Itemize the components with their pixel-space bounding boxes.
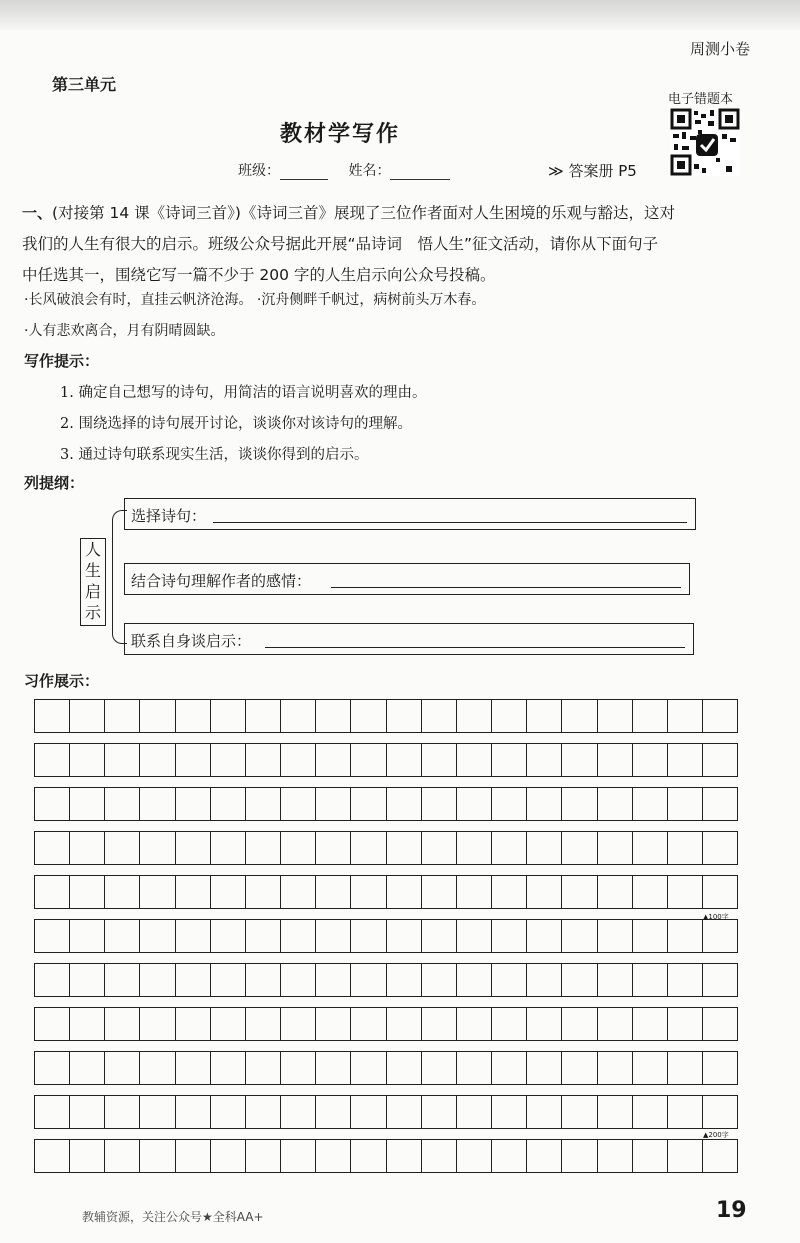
grid-cell[interactable] — [456, 920, 491, 952]
grid-cell[interactable] — [702, 1052, 737, 1084]
grid-cell[interactable] — [702, 700, 737, 732]
grid-cell[interactable] — [597, 1096, 632, 1128]
grid-cell[interactable] — [139, 700, 174, 732]
grid-row — [34, 787, 738, 821]
option-3: ·人有悲欢离合，月有阴晴圆缺。 — [24, 323, 225, 339]
grid-cell[interactable] — [210, 920, 245, 952]
grid-cell[interactable] — [210, 744, 245, 776]
grid-cell[interactable] — [597, 744, 632, 776]
grid-cell[interactable] — [315, 788, 350, 820]
grid-cell[interactable] — [245, 788, 280, 820]
grid-cell[interactable] — [69, 788, 104, 820]
grid-cell[interactable] — [280, 920, 315, 952]
grid-cell[interactable] — [175, 1008, 210, 1040]
grid-cell[interactable] — [104, 744, 139, 776]
grid-cell[interactable] — [632, 876, 667, 908]
grid-cell[interactable] — [210, 1052, 245, 1084]
grid-cell[interactable] — [702, 744, 737, 776]
grid-cell[interactable] — [632, 1140, 667, 1172]
grid-cell[interactable] — [491, 876, 526, 908]
grid-cell[interactable] — [104, 920, 139, 952]
grid-cell[interactable] — [139, 920, 174, 952]
grid-cell[interactable] — [35, 876, 69, 908]
grid-cell[interactable] — [35, 700, 69, 732]
grid-cell[interactable] — [210, 1096, 245, 1128]
grid-cell[interactable] — [526, 964, 561, 996]
grid-cell[interactable] — [667, 920, 702, 952]
grid-cell[interactable] — [491, 832, 526, 864]
grid-cell[interactable] — [245, 1052, 280, 1084]
grid-cell[interactable] — [421, 788, 456, 820]
grid-cell[interactable] — [667, 1008, 702, 1040]
grid-cell[interactable] — [386, 1052, 421, 1084]
grid-cell[interactable] — [702, 876, 737, 908]
grid-cell[interactable] — [597, 1140, 632, 1172]
grid-cell[interactable] — [667, 700, 702, 732]
grid-cell[interactable] — [702, 1096, 737, 1128]
grid-cell[interactable] — [667, 1140, 702, 1172]
grid-cell[interactable] — [491, 964, 526, 996]
grid-cell[interactable] — [421, 832, 456, 864]
grid-cell[interactable] — [350, 700, 385, 732]
grid-cell[interactable] — [315, 876, 350, 908]
grid-cell[interactable] — [597, 920, 632, 952]
grid-cell[interactable] — [104, 832, 139, 864]
page-number: 19 — [716, 1198, 747, 1223]
grid-cell[interactable] — [561, 744, 596, 776]
grid-cell[interactable] — [632, 1052, 667, 1084]
grid-cell[interactable] — [315, 920, 350, 952]
grid-cell[interactable] — [175, 1096, 210, 1128]
grid-cell[interactable] — [491, 920, 526, 952]
grid-cell[interactable] — [139, 744, 174, 776]
grid-cell[interactable] — [386, 1008, 421, 1040]
grid-cell[interactable] — [280, 788, 315, 820]
grid-cell[interactable] — [280, 1140, 315, 1172]
grid-cell[interactable] — [456, 744, 491, 776]
grid-cell[interactable] — [280, 1008, 315, 1040]
grid-cell[interactable] — [350, 964, 385, 996]
grid-cell[interactable] — [280, 876, 315, 908]
grid-cell[interactable] — [632, 920, 667, 952]
grid-cell[interactable] — [139, 832, 174, 864]
name-label: 姓名： — [348, 163, 391, 179]
grid-cell[interactable] — [386, 920, 421, 952]
grid-cell[interactable] — [491, 1140, 526, 1172]
grid-cell[interactable] — [315, 832, 350, 864]
option-1: ·长风破浪会有时，直挂云帆济沧海。 — [24, 292, 253, 308]
grid-cell[interactable] — [175, 920, 210, 952]
grid-cell[interactable] — [139, 788, 174, 820]
grid-cell[interactable] — [35, 788, 69, 820]
unit-label: 第三单元 — [52, 75, 117, 94]
tip-3: 3. 通过诗句联系现实生活，谈谈你得到的启示。 — [60, 447, 369, 463]
grid-cell[interactable] — [561, 1052, 596, 1084]
grid-cell[interactable] — [597, 832, 632, 864]
grid-cell[interactable] — [350, 832, 385, 864]
grid-cell[interactable] — [35, 832, 69, 864]
grid-cell[interactable] — [561, 964, 596, 996]
grid-cell[interactable] — [280, 964, 315, 996]
grid-cell[interactable] — [491, 1096, 526, 1128]
grid-cell[interactable] — [315, 700, 350, 732]
grid-cell[interactable] — [350, 1008, 385, 1040]
grid-cell[interactable] — [245, 1008, 280, 1040]
grid-cell[interactable] — [597, 964, 632, 996]
grid-cell[interactable] — [526, 1096, 561, 1128]
grid-cell[interactable] — [280, 744, 315, 776]
grid-cell[interactable] — [491, 788, 526, 820]
grid-cell[interactable] — [632, 964, 667, 996]
grid-cell[interactable] — [139, 876, 174, 908]
grid-row — [34, 743, 738, 777]
grid-cell[interactable] — [245, 1096, 280, 1128]
grid-cell[interactable] — [702, 920, 737, 952]
grid-cell[interactable] — [69, 1140, 104, 1172]
grid-cell[interactable] — [35, 1140, 69, 1172]
grid-cell[interactable] — [245, 920, 280, 952]
grid-row — [34, 699, 738, 733]
grid-cell[interactable] — [139, 1052, 174, 1084]
grid-cell[interactable] — [561, 832, 596, 864]
grid-cell[interactable] — [315, 964, 350, 996]
grid-cell[interactable] — [210, 964, 245, 996]
grid-cell[interactable] — [702, 788, 737, 820]
tip-2: 2. 围绕选择的诗句展开讨论，谈谈你对该诗句的理解。 — [60, 416, 412, 432]
grid-cell[interactable] — [69, 700, 104, 732]
grid-cell[interactable] — [350, 1052, 385, 1084]
qr-caption: 电子错题本 — [668, 92, 734, 107]
grid-cell[interactable] — [245, 832, 280, 864]
grid-cell[interactable] — [350, 1140, 385, 1172]
grid-cell[interactable] — [421, 700, 456, 732]
grid-cell[interactable] — [667, 788, 702, 820]
outline-label-poem: 选择诗句： — [131, 507, 207, 525]
grid-cell[interactable] — [280, 1096, 315, 1128]
grid-row — [34, 875, 738, 909]
grid-cell[interactable] — [667, 876, 702, 908]
grid-cell[interactable] — [280, 700, 315, 732]
grid-cell[interactable] — [526, 920, 561, 952]
grid-cell[interactable] — [421, 744, 456, 776]
grid-cell[interactable] — [315, 1052, 350, 1084]
grid-cell[interactable] — [421, 964, 456, 996]
outline-box-poem — [124, 498, 696, 530]
grid-cell[interactable] — [315, 744, 350, 776]
question-line-3: 中任选其一，围绕它写一篇不少于 200 字的人生启示向公众号投稿。 — [22, 266, 496, 284]
grid-cell[interactable] — [667, 744, 702, 776]
grid-cell[interactable] — [632, 744, 667, 776]
grid-cell[interactable] — [104, 876, 139, 908]
question-line-2: 我们的人生有很大的启示。班级公众号据此开展“品诗词 悟人生”征文活动，请你从下面句子 — [22, 235, 659, 253]
name-field[interactable] — [390, 165, 450, 180]
grid-cell[interactable] — [245, 1140, 280, 1172]
page-title: 教材学写作 — [279, 122, 400, 147]
grid-cell[interactable] — [597, 700, 632, 732]
grid-cell[interactable] — [526, 788, 561, 820]
grid-cell[interactable] — [667, 832, 702, 864]
outline-box-feeling — [124, 563, 690, 595]
grid-cell[interactable] — [245, 700, 280, 732]
grid-cell[interactable] — [632, 788, 667, 820]
footer-note: 教辅资源，关注公众号★全科AA+ — [82, 1210, 264, 1224]
grid-cell[interactable] — [491, 744, 526, 776]
grid-cell[interactable] — [175, 788, 210, 820]
grid-cell[interactable] — [597, 1008, 632, 1040]
grid-cell[interactable] — [421, 1140, 456, 1172]
grid-cell[interactable] — [35, 1052, 69, 1084]
grid-cell[interactable] — [350, 1096, 385, 1128]
grid-cell[interactable] — [104, 1140, 139, 1172]
grid-cell[interactable] — [175, 876, 210, 908]
class-label: 班级： — [238, 163, 280, 179]
grid-cell[interactable] — [104, 1008, 139, 1040]
question-1 — [22, 198, 757, 291]
grid-cell[interactable] — [245, 744, 280, 776]
grid-cell[interactable] — [526, 876, 561, 908]
outline-line-insight[interactable] — [265, 647, 685, 648]
grid-cell[interactable] — [561, 700, 596, 732]
grid-cell[interactable] — [456, 1052, 491, 1084]
grid-cell[interactable] — [561, 876, 596, 908]
grid-cell[interactable] — [69, 876, 104, 908]
grid-row — [34, 1095, 738, 1129]
grid-cell[interactable] — [210, 1140, 245, 1172]
grid-cell[interactable] — [69, 1052, 104, 1084]
grid-cell[interactable] — [175, 700, 210, 732]
grid-cell[interactable] — [104, 1052, 139, 1084]
grid-cell[interactable] — [69, 1096, 104, 1128]
grid-cell[interactable] — [526, 1140, 561, 1172]
outline-line-poem[interactable] — [213, 522, 687, 523]
grid-cell[interactable] — [104, 788, 139, 820]
grid-cell[interactable] — [104, 700, 139, 732]
grid-cell[interactable] — [561, 788, 596, 820]
grid-cell[interactable] — [561, 1140, 596, 1172]
grid-cell[interactable] — [386, 788, 421, 820]
grid-cell[interactable] — [632, 700, 667, 732]
grid-cell[interactable] — [421, 920, 456, 952]
grid-cell[interactable] — [245, 964, 280, 996]
grid-cell[interactable] — [315, 1096, 350, 1128]
grid-cell[interactable] — [456, 964, 491, 996]
grid-cell[interactable] — [139, 1008, 174, 1040]
grid-cell[interactable] — [491, 700, 526, 732]
grid-cell[interactable] — [561, 920, 596, 952]
grid-cell[interactable] — [456, 1008, 491, 1040]
grid-cell[interactable] — [526, 1008, 561, 1040]
grid-row — [34, 963, 738, 997]
grid-cell[interactable] — [104, 964, 139, 996]
student-info-row — [238, 160, 466, 180]
grid-cell[interactable] — [35, 744, 69, 776]
grid-cell[interactable] — [280, 832, 315, 864]
word-count-100-mark: ▲100字 — [703, 913, 729, 921]
grid-cell[interactable] — [210, 788, 245, 820]
grid-cell[interactable] — [69, 744, 104, 776]
grid-cell[interactable] — [386, 1096, 421, 1128]
grid-row — [34, 1007, 738, 1041]
grid-cell[interactable] — [350, 920, 385, 952]
grid-cell[interactable] — [210, 876, 245, 908]
grid-cell[interactable] — [280, 1052, 315, 1084]
grid-cell[interactable] — [456, 876, 491, 908]
grid-cell[interactable] — [456, 832, 491, 864]
grid-cell[interactable] — [421, 1008, 456, 1040]
question-number: 一、 — [22, 204, 53, 222]
qr-code-icon[interactable] — [670, 108, 740, 176]
grid-cell[interactable] — [386, 832, 421, 864]
outline-box-insight — [124, 623, 694, 655]
grid-cell[interactable] — [210, 832, 245, 864]
grid-cell[interactable] — [175, 744, 210, 776]
grid-cell[interactable] — [35, 964, 69, 996]
question-line-1: 一、(对接第 14 课《诗词三首》)《诗词三首》展现了三位作者面对人生困境的乐观与豁达，这对 — [22, 204, 675, 222]
grid-cell[interactable] — [350, 788, 385, 820]
grid-cell[interactable] — [386, 876, 421, 908]
option-row-1 — [24, 289, 485, 309]
grid-cell[interactable] — [421, 1096, 456, 1128]
series-label: 周测小卷 — [689, 40, 750, 58]
grid-cell[interactable] — [456, 700, 491, 732]
option-2: ·沉舟侧畔千帆过，病树前头万木春。 — [256, 292, 486, 308]
grid-cell[interactable] — [526, 832, 561, 864]
grid-cell[interactable] — [35, 1008, 69, 1040]
grid-cell[interactable] — [35, 920, 69, 952]
grid-cell[interactable] — [35, 1096, 69, 1128]
grid-cell[interactable] — [702, 964, 737, 996]
grid-cell[interactable] — [175, 964, 210, 996]
grid-cell[interactable] — [315, 1140, 350, 1172]
grid-cell[interactable] — [175, 1140, 210, 1172]
grid-cell[interactable] — [175, 1052, 210, 1084]
grid-cell[interactable] — [175, 832, 210, 864]
grid-cell[interactable] — [139, 1140, 174, 1172]
grid-cell[interactable] — [350, 744, 385, 776]
outline-label-feeling: 结合诗句理解作者的感情： — [131, 572, 312, 590]
grid-cell[interactable] — [315, 1008, 350, 1040]
grid-row — [34, 831, 738, 865]
grid-cell[interactable] — [456, 788, 491, 820]
grid-cell[interactable] — [69, 964, 104, 996]
grid-cell[interactable] — [702, 1140, 737, 1172]
grid-cell[interactable] — [386, 700, 421, 732]
grid-cell[interactable] — [139, 964, 174, 996]
grid-cell[interactable] — [210, 1008, 245, 1040]
grid-cell[interactable] — [667, 964, 702, 996]
grid-cell[interactable] — [210, 700, 245, 732]
tips-heading: 写作提示： — [24, 352, 100, 370]
tip-1: 1. 确定自己想写的诗句，用简洁的语言说明喜欢的理由。 — [60, 385, 427, 401]
outline-label-insight: 联系自身谈启示： — [131, 632, 252, 650]
grid-cell[interactable] — [632, 1096, 667, 1128]
grid-cell[interactable] — [69, 1008, 104, 1040]
grid-cell[interactable] — [702, 1008, 737, 1040]
word-count-200-mark: ▲200字 — [703, 1131, 729, 1139]
grid-cell[interactable] — [526, 700, 561, 732]
grid-cell[interactable] — [386, 1140, 421, 1172]
scan-shadow — [0, 0, 800, 30]
grid-cell[interactable] — [139, 1096, 174, 1128]
grid-cell[interactable] — [456, 1140, 491, 1172]
grid-cell[interactable] — [421, 1052, 456, 1084]
grid-cell[interactable] — [491, 1008, 526, 1040]
grid-cell[interactable] — [561, 1096, 596, 1128]
grid-cell[interactable] — [632, 832, 667, 864]
grid-cell[interactable] — [702, 832, 737, 864]
grid-cell[interactable] — [597, 1052, 632, 1084]
grid-cell[interactable] — [421, 876, 456, 908]
outline-line-feeling[interactable] — [331, 587, 681, 588]
grid-cell[interactable] — [386, 744, 421, 776]
outline-center-label: 人生启示 — [80, 538, 106, 626]
grid-cell[interactable] — [597, 876, 632, 908]
class-field[interactable] — [280, 165, 328, 180]
grid-cell[interactable] — [386, 964, 421, 996]
grid-cell[interactable] — [69, 832, 104, 864]
grid-row — [34, 1139, 738, 1173]
grid-cell[interactable] — [526, 1052, 561, 1084]
grid-cell[interactable] — [561, 1008, 596, 1040]
grid-row — [34, 919, 738, 953]
answer-reference: ≫ 答案册 P5 — [548, 162, 637, 180]
grid-row — [34, 1051, 738, 1085]
grid-cell[interactable] — [526, 744, 561, 776]
grid-cell[interactable] — [667, 1052, 702, 1084]
grid-cell[interactable] — [597, 788, 632, 820]
composition-heading: 习作展示： — [24, 672, 100, 690]
grid-cell[interactable] — [456, 1096, 491, 1128]
grid-cell[interactable] — [350, 876, 385, 908]
grid-cell[interactable] — [667, 1096, 702, 1128]
grid-cell[interactable] — [104, 1096, 139, 1128]
grid-cell[interactable] — [491, 1052, 526, 1084]
grid-cell[interactable] — [245, 876, 280, 908]
grid-cell[interactable] — [632, 1008, 667, 1040]
outline-heading: 列提纲： — [24, 474, 85, 492]
grid-cell[interactable] — [69, 920, 104, 952]
